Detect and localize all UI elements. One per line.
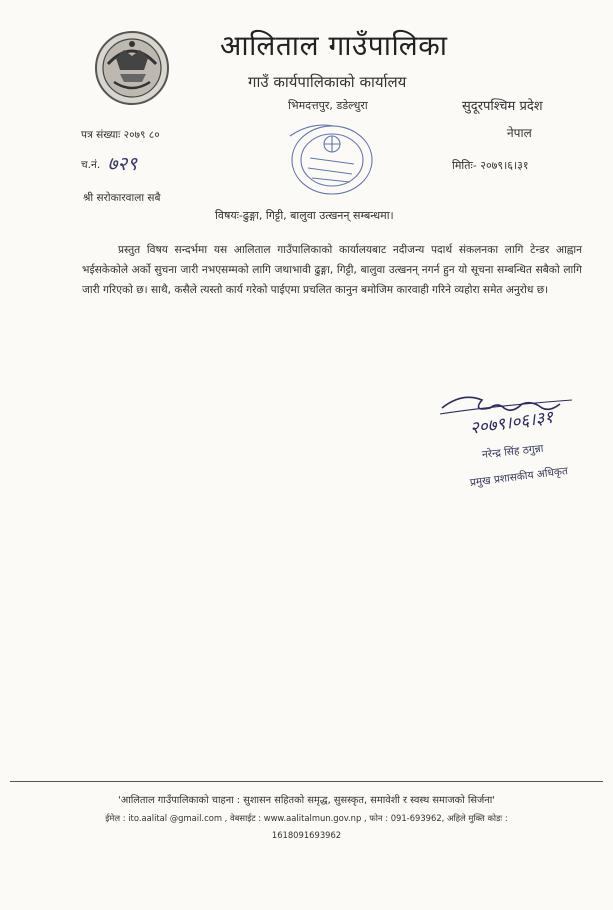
letter-number-label: पत्र संख्याः <box>81 129 121 141</box>
footer-divider <box>10 781 603 782</box>
letter-body: प्रस्तुत विषय सन्दर्भमा यस आलिताल गाउँपालिकाको कार्यालयबाट नदीजन्य पदार्थ संकलनका लागि टेन्डर आह्वान भईसकेकोले अर्को सुचना जारी नभएसम्मको लागि जथाभावी ढुङ्गा, गिट्टी, बालुवा उत्खनन् नगर्न हुन यो सूचना सम्बन्धित सबैको लागि जारी गरिएको छ। साथै, कसैले त्यस्तो कार्य गरेको पाईएमा प्रचलित कानुन बमोजिम कारवाही गरिने व्यहोरा समेत अनुरोध छ। <box>82 244 582 296</box>
recipient: श्री सरोकारवाला सबै <box>83 192 161 204</box>
dispatch-number-label: च.नं. <box>81 159 101 171</box>
letter-date: मितिः- २०७९।६।३१ <box>452 159 529 172</box>
dispatch-number <box>81 150 137 176</box>
office-name: गाउँ कार्यपालिकाको कार्यालय <box>248 73 407 91</box>
letter-number-value: २०७९ ८० <box>123 129 160 141</box>
office-location: भिमदत्तपुर, डडेल्धुरा <box>288 99 368 112</box>
signatory-title: प्रमुख प्रशासकीय अधिकृत <box>469 465 569 489</box>
footer-code: 1618091693962 <box>271 830 342 840</box>
country-name: नेपाल <box>507 126 532 140</box>
letter-subject: विषयः-ढुङ्गा, गिट्टी, बालुवा उत्खनन् सम्बन्धमा। <box>215 209 394 222</box>
letter-number <box>81 128 160 142</box>
nepal-emblem-icon <box>94 30 170 106</box>
province-name: सुदूरपश्चिम प्रदेश <box>462 99 543 114</box>
signature-date: २०७९।०६।३१ <box>468 407 555 439</box>
footer-contact: ईमेल : ito.aalital @gmail.com , वेबसाईट : www.aalitalmun.gov.np , फोन : 091-693962, अहिले मुक्ति कोडः : <box>105 813 508 823</box>
footer-motto: 'आलिताल गाउँपालिकाको चाहना : सुशासन सहितको समृद्ध, सुसस्कृत, समावेशी र स्वस्थ समाजको सिर्जना' <box>118 795 495 806</box>
dispatch-number-value: ७२९ <box>107 153 138 175</box>
signatory-name: नरेन्द्र सिंह ठगुन्ना <box>481 442 545 461</box>
official-stamp-icon <box>280 118 380 202</box>
organization-name: आलिताल गाउँपालिका <box>220 29 448 62</box>
